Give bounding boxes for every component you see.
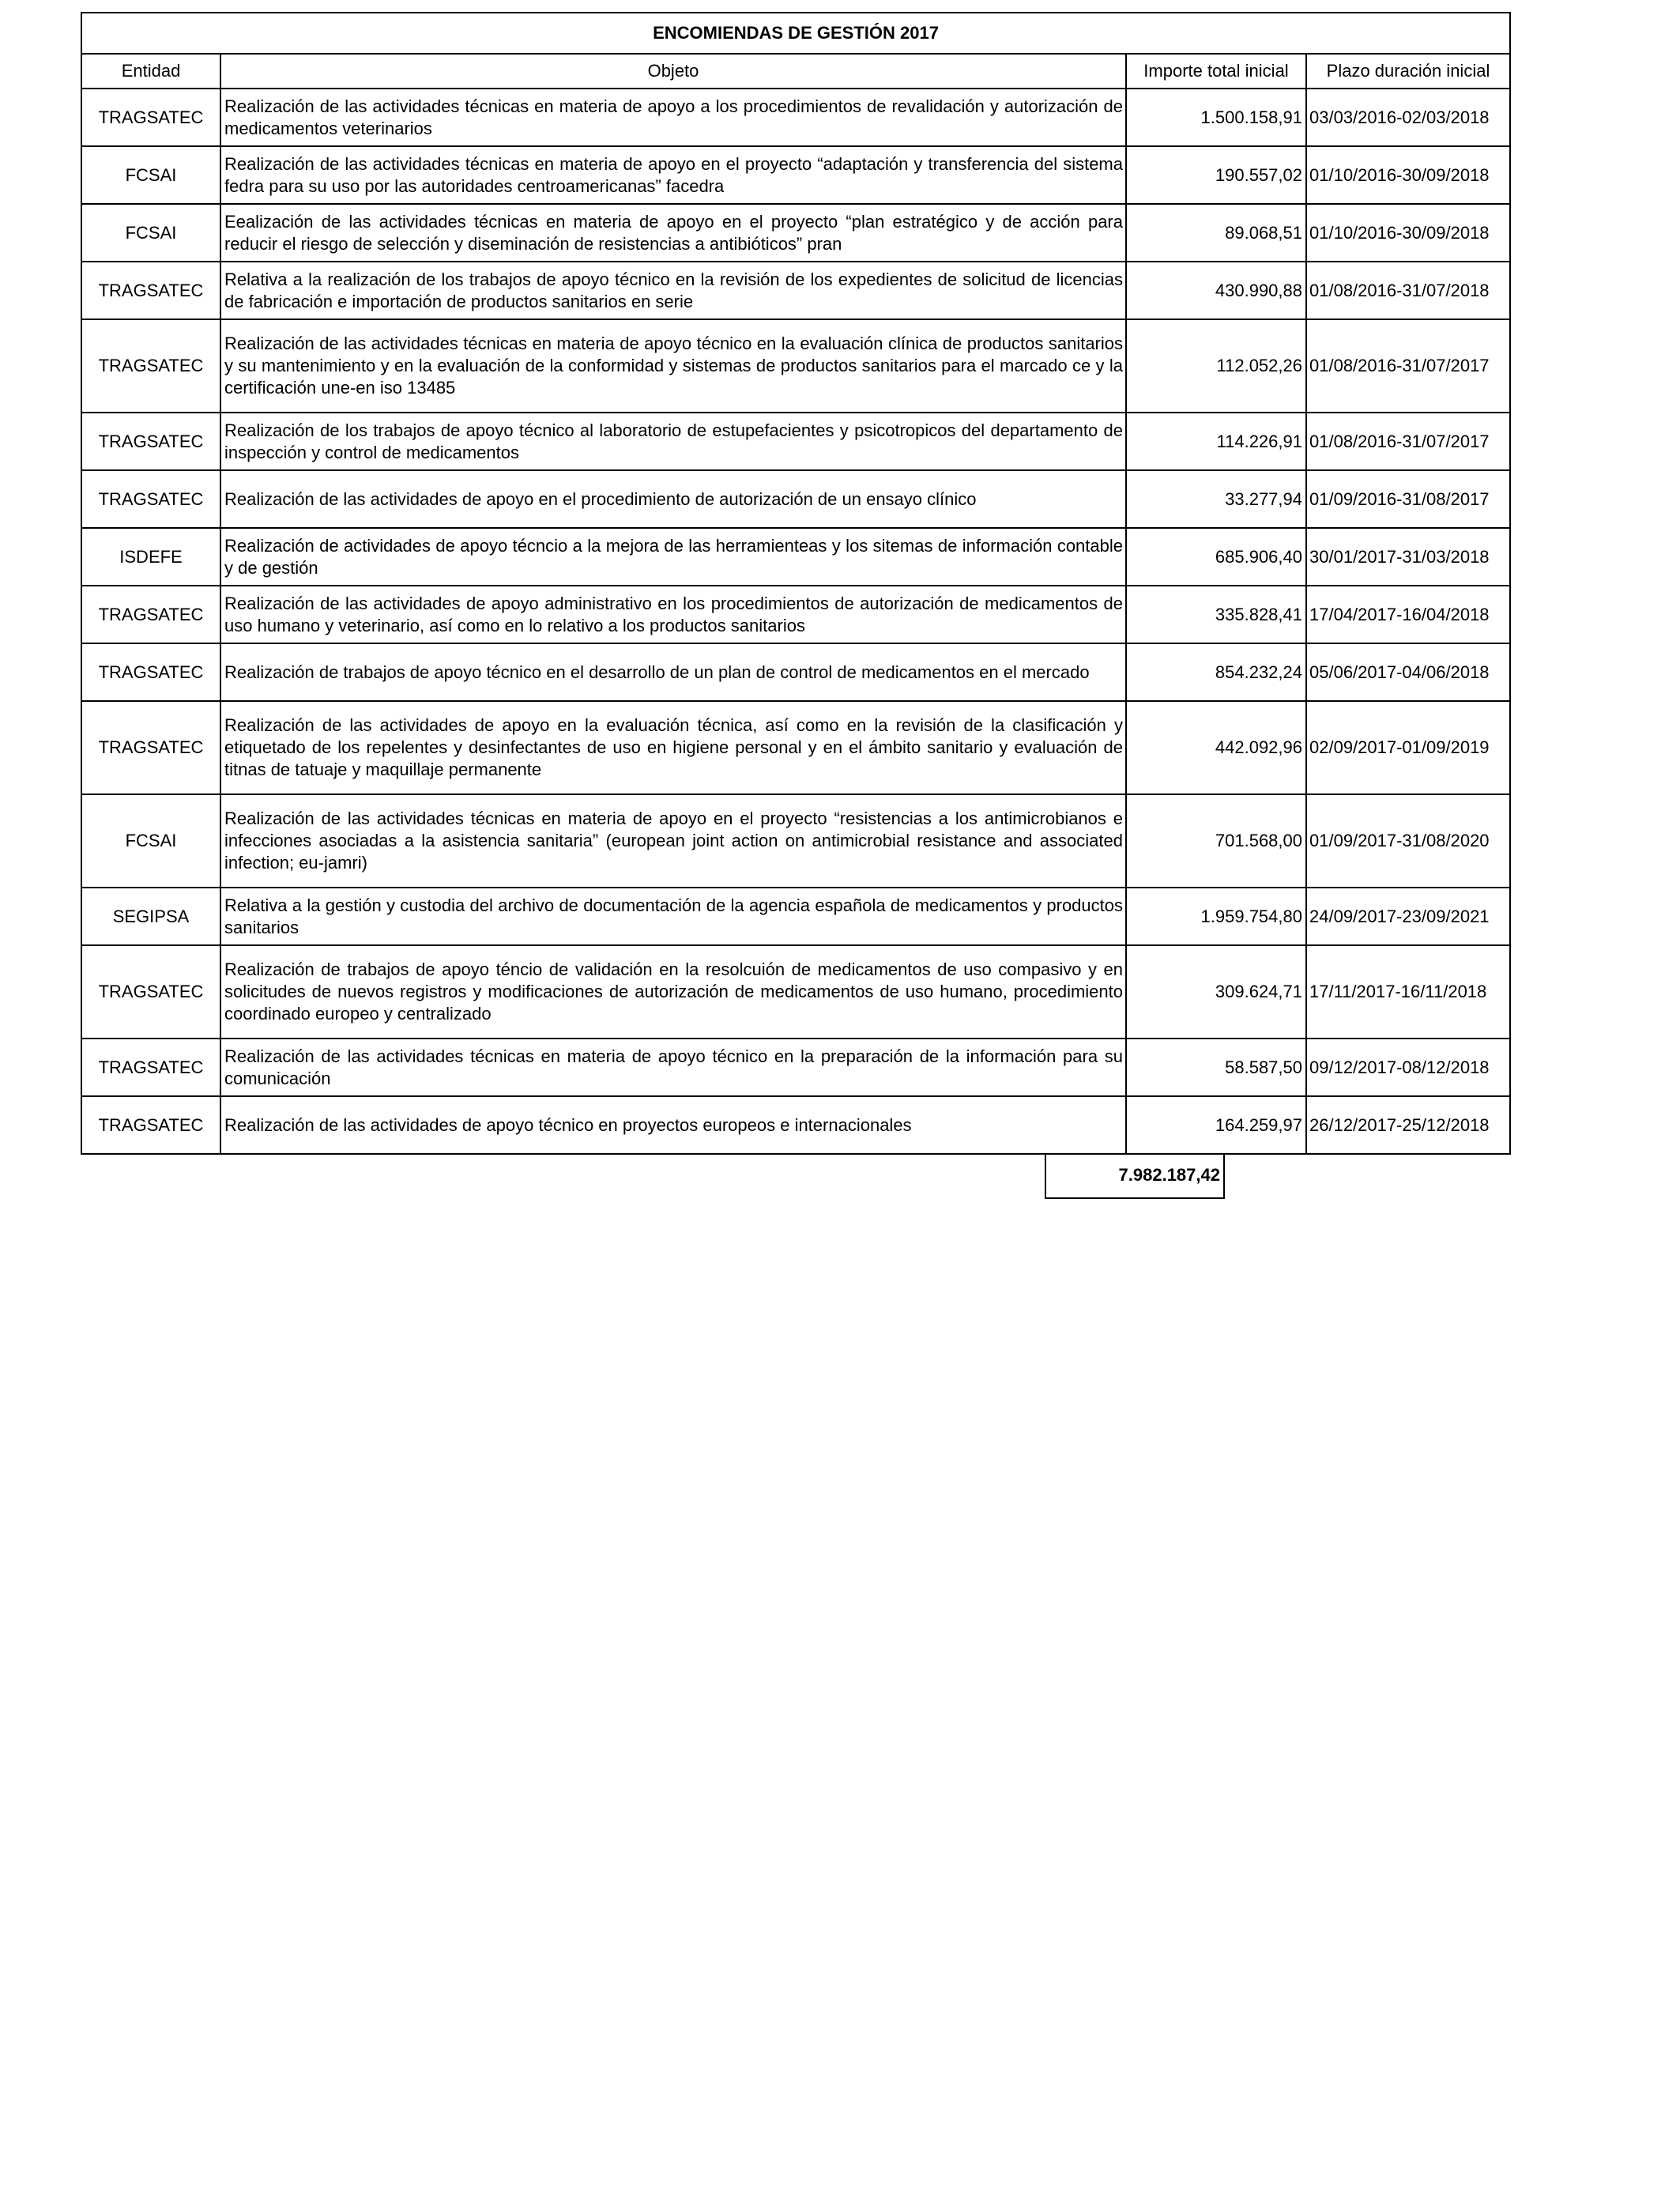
- table-row: [81, 945, 1510, 1039]
- cell-objeto: Realización de las actividades técnicas en materia de apoyo en el proyecto “adaptación y transferencia del sistema fedra para su uso por las autoridades centroamericanas” facedra: [220, 146, 1126, 204]
- cell-plazo: 01/08/2016-31/07/2017: [1306, 413, 1510, 470]
- cell-importe: 1.959.754,80: [1126, 888, 1306, 945]
- cell-importe: 112.052,26: [1126, 319, 1306, 413]
- header-entidad: Entidad: [81, 54, 220, 89]
- cell-importe: 164.259,97: [1126, 1096, 1306, 1154]
- table-row: [81, 643, 1510, 701]
- table-row: [81, 888, 1510, 945]
- cell-importe: 335.828,41: [1126, 586, 1306, 643]
- cell-objeto: Realización de las actividades de apoyo en la evaluación técnica, así como en la revisión de la clasificación y etiquetado de los repelentes y desinfectantes de uso en higiene personal y en el ámbito sanitario y evaluación de titnas de tatuaje y maquillaje permanente: [220, 701, 1126, 794]
- cell-entidad: TRAGSATEC: [81, 1039, 220, 1096]
- cell-plazo: 30/01/2017-31/03/2018: [1306, 528, 1510, 586]
- cell-plazo: 09/12/2017-08/12/2018: [1306, 1039, 1510, 1096]
- table-row: [81, 701, 1510, 794]
- table-row: [81, 470, 1510, 528]
- cell-importe: 190.557,02: [1126, 146, 1306, 204]
- table-row: [81, 528, 1510, 586]
- cell-plazo: 24/09/2017-23/09/2021: [1306, 888, 1510, 945]
- cell-plazo: 01/08/2016-31/07/2017: [1306, 319, 1510, 413]
- cell-entidad: FCSAI: [81, 204, 220, 262]
- header-importe: Importe total inicial: [1126, 54, 1306, 89]
- cell-entidad: TRAGSATEC: [81, 945, 220, 1039]
- cell-entidad: TRAGSATEC: [81, 319, 220, 413]
- header-row: [81, 54, 1510, 89]
- cell-entidad: TRAGSATEC: [81, 643, 220, 701]
- cell-objeto: Realización de actividades de apoyo técncio a la mejora de las herramienteas y los sitemas de información contable y de gestión: [220, 528, 1126, 586]
- cell-plazo: 02/09/2017-01/09/2019: [1306, 701, 1510, 794]
- table-row: [81, 794, 1510, 888]
- cell-plazo: 03/03/2016-02/03/2018: [1306, 89, 1510, 146]
- table-row: [81, 146, 1510, 204]
- table-row: [81, 89, 1510, 146]
- cell-objeto: Realización de trabajos de apoyo téncio de validación en la resolcuión de medicamentos de uso compasivo y en solicitudes de nuevos registros y modificaciones de autorización de medicamentos de uso humano, procedimiento coordinado europeo y centralizado: [220, 945, 1126, 1039]
- cell-objeto: Realización de las actividades técnicas en materia de apoyo técnico en la evaluación clínica de productos sanitarios y su mantenimiento y en la evaluación de la conformidad y sistemas de productos sanitarios para el marcado ce y la certificación une-en iso 13485: [220, 319, 1126, 413]
- document-sheet: [81, 12, 1509, 1155]
- cell-objeto: Realización de los trabajos de apoyo técnico al laboratorio de estupefacientes y psicotropicos del departamento de inspección y control de medicamentos: [220, 413, 1126, 470]
- cell-entidad: ISDEFE: [81, 528, 220, 586]
- cell-importe: 442.092,96: [1126, 701, 1306, 794]
- cell-plazo: 01/10/2016-30/09/2018: [1306, 146, 1510, 204]
- cell-objeto: Realización de las actividades de apoyo técnico en proyectos europeos e internacionales: [220, 1096, 1126, 1154]
- cell-importe: 309.624,71: [1126, 945, 1306, 1039]
- total-importe: 7.982.187,42: [1045, 1155, 1225, 1199]
- cell-entidad: TRAGSATEC: [81, 413, 220, 470]
- cell-importe: 89.068,51: [1126, 204, 1306, 262]
- table-title: ENCOMIENDAS DE GESTIÓN 2017: [81, 13, 1510, 54]
- cell-entidad: TRAGSATEC: [81, 470, 220, 528]
- table-row: [81, 1096, 1510, 1154]
- cell-plazo: 05/06/2017-04/06/2018: [1306, 643, 1510, 701]
- cell-objeto: Relativa a la gestión y custodia del archivo de documentación de la agencia española de medicamentos y productos sanitarios: [220, 888, 1126, 945]
- cell-entidad: TRAGSATEC: [81, 586, 220, 643]
- cell-entidad: TRAGSATEC: [81, 262, 220, 319]
- cell-entidad: TRAGSATEC: [81, 1096, 220, 1154]
- cell-objeto: Realización de las actividades de apoyo en el procedimiento de autorización de un ensayo clínico: [220, 470, 1126, 528]
- table-row: [81, 413, 1510, 470]
- encomiendas-table: [81, 12, 1511, 1155]
- table-row: [81, 204, 1510, 262]
- cell-importe: 701.568,00: [1126, 794, 1306, 888]
- cell-objeto: Eealización de las actividades técnicas en materia de apoyo en el proyecto “plan estratégico y de acción para reducir el riesgo de selección y diseminación de resistencias a antibióticos” pran: [220, 204, 1126, 262]
- cell-entidad: TRAGSATEC: [81, 89, 220, 146]
- cell-importe: 685.906,40: [1126, 528, 1306, 586]
- table-row: [81, 319, 1510, 413]
- cell-entidad: TRAGSATEC: [81, 701, 220, 794]
- table-row: [81, 1039, 1510, 1096]
- cell-plazo: 26/12/2017-25/12/2018: [1306, 1096, 1510, 1154]
- cell-objeto: Realización de las actividades de apoyo administrativo en los procedimientos de autorización de medicamentos de uso humano y veterinario, así como en lo relativo a los productos sanitarios: [220, 586, 1126, 643]
- table-row: [81, 262, 1510, 319]
- cell-importe: 854.232,24: [1126, 643, 1306, 701]
- cell-importe: 114.226,91: [1126, 413, 1306, 470]
- header-objeto: Objeto: [220, 54, 1126, 89]
- cell-plazo: 01/08/2016-31/07/2018: [1306, 262, 1510, 319]
- cell-entidad: FCSAI: [81, 146, 220, 204]
- cell-plazo: 01/09/2016-31/08/2017: [1306, 470, 1510, 528]
- cell-objeto: Realización de las actividades técnicas en materia de apoyo en el proyecto “resistencias a los antimicrobianos e infecciones asociadas a la asistencia sanitaria” (european joint action on antimicrobial resistance and associated infection; eu-jamri): [220, 794, 1126, 888]
- cell-plazo: 01/10/2016-30/09/2018: [1306, 204, 1510, 262]
- cell-entidad: FCSAI: [81, 794, 220, 888]
- cell-importe: 58.587,50: [1126, 1039, 1306, 1096]
- cell-plazo: 17/04/2017-16/04/2018: [1306, 586, 1510, 643]
- cell-importe: 430.990,88: [1126, 262, 1306, 319]
- cell-objeto: Realización de trabajos de apoyo técnico en el desarrollo de un plan de control de medicamentos en el mercado: [220, 643, 1126, 701]
- cell-importe: 1.500.158,91: [1126, 89, 1306, 146]
- cell-importe: 33.277,94: [1126, 470, 1306, 528]
- cell-objeto: Relativa a la realización de los trabajos de apoyo técnico en la revisión de los expedientes de solicitud de licencias de fabricación e importación de productos sanitarios en serie: [220, 262, 1126, 319]
- cell-plazo: 17/11/2017-16/11/2018: [1306, 945, 1510, 1039]
- table-row: [81, 586, 1510, 643]
- cell-entidad: SEGIPSA: [81, 888, 220, 945]
- cell-objeto: Realización de las actividades técnicas en materia de apoyo técnico en la preparación de la información para su comunicación: [220, 1039, 1126, 1096]
- cell-plazo: 01/09/2017-31/08/2020: [1306, 794, 1510, 888]
- cell-objeto: Realización de las actividades técnicas en materia de apoyo a los procedimientos de revalidación y autorización de medicamentos veterinarios: [220, 89, 1126, 146]
- header-plazo: Plazo duración inicial: [1306, 54, 1510, 89]
